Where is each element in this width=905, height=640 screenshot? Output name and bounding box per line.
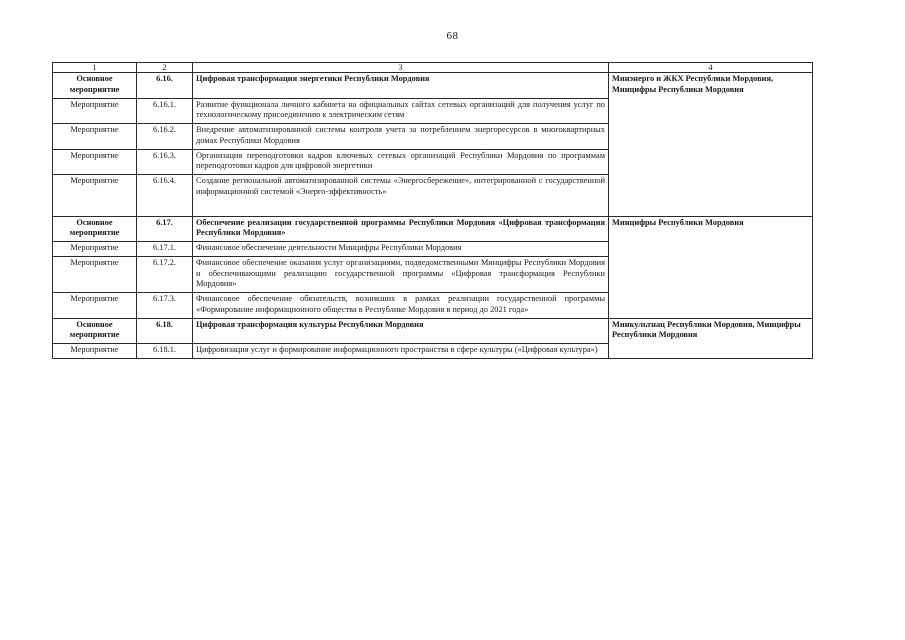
main-activity-row	[53, 73, 813, 99]
responsible-cell: Минцифры Республики Мордовия	[609, 216, 813, 318]
activity-number-cell: 6.16.4.	[137, 175, 193, 217]
activity-type-cell: Мероприятие	[53, 124, 137, 150]
column-number: 2	[137, 63, 193, 73]
activity-type-cell: Мероприятие	[53, 242, 137, 257]
activity-description-cell: Цифровая трансформация энергетики Республики Мордовия	[193, 73, 609, 99]
column-number: 3	[193, 63, 609, 73]
activity-description-cell: Создание региональной автоматизированной системы «Энергосбережение», интегрированной с государственной информационной системой «Энерго-эффективность»	[193, 175, 609, 217]
responsible-cell: Минкультнац Республики Мордовия, Минцифры Республики Мордовия	[609, 318, 813, 358]
activity-number-cell: 6.16.1.	[137, 98, 193, 124]
activity-type-cell: Мероприятие	[53, 344, 137, 359]
activity-type-cell: Мероприятие	[53, 175, 137, 217]
activity-number-cell: 6.18.	[137, 318, 193, 344]
activity-type-cell: Основное мероприятие	[53, 318, 137, 344]
activity-description-cell: Обеспечение реализации государственной программы Республики Мордовия «Цифровая трансформация Республики Мордовия»	[193, 216, 609, 242]
activity-description-cell: Организация переподготовки кадров ключевых сетевых организаций Республики Мордовия по программам переподготовки кадров для цифровой энергетики	[193, 149, 609, 175]
activity-number-cell: 6.18.1.	[137, 344, 193, 359]
activity-description-cell: Внедрение автоматизированной системы контроля учета за потреблением энергоресурсов в многоквартирных домах Республики Мордовия	[193, 124, 609, 150]
column-numbers-row	[53, 63, 813, 73]
main-activity-row	[53, 318, 813, 344]
activity-number-cell: 6.16.3.	[137, 149, 193, 175]
activity-number-cell: 6.17.2.	[137, 256, 193, 292]
activity-number-cell: 6.17.	[137, 216, 193, 242]
activity-number-cell: 6.17.1.	[137, 242, 193, 257]
main-activity-row	[53, 216, 813, 242]
activity-description-cell: Цифровая трансформация культуры Республики Мордовия	[193, 318, 609, 344]
activity-type-cell: Основное мероприятие	[53, 73, 137, 99]
activity-description-cell: Финансовое обеспечение обязательств, возникших в рамках реализации государственной программы «Формирование информационного общества в Республике Мордовия в период до 2021 года»	[193, 293, 609, 319]
activity-number-cell: 6.16.2.	[137, 124, 193, 150]
activity-description-cell: Финансовое обеспечение оказания услуг организациями, подведомственными Минцифры Республики Мордовия и обеспечивающими реализацию государственной программы «Цифровая трансформация Республики Мордовия»	[193, 256, 609, 292]
activity-type-cell: Мероприятие	[53, 98, 137, 124]
column-number: 4	[609, 63, 813, 73]
column-number: 1	[53, 63, 137, 73]
activity-type-cell: Основное мероприятие	[53, 216, 137, 242]
activity-type-cell: Мероприятие	[53, 293, 137, 319]
activity-type-cell: Мероприятие	[53, 149, 137, 175]
page-number: 68	[446, 30, 459, 42]
responsible-cell: Минэнерго и ЖКХ Республики Мордовия, Минцифры Республики Мордовия	[609, 73, 813, 217]
activity-number-cell: 6.17.3.	[137, 293, 193, 319]
activities-table	[52, 62, 813, 359]
activity-number-cell: 6.16.	[137, 73, 193, 99]
activity-description-cell: Цифровизация услуг и формирование информационного пространства в сфере культуры («Цифровая культура»)	[193, 344, 609, 359]
activity-type-cell: Мероприятие	[53, 256, 137, 292]
activity-description-cell: Развитие функционала личного кабинета на официальных сайтах сетевых организаций для получения услуг по технологическому присоединению к электрическим сетям	[193, 98, 609, 124]
activity-description-cell: Финансовое обеспечение деятельности Минцифры Республики Мордовия	[193, 242, 609, 257]
